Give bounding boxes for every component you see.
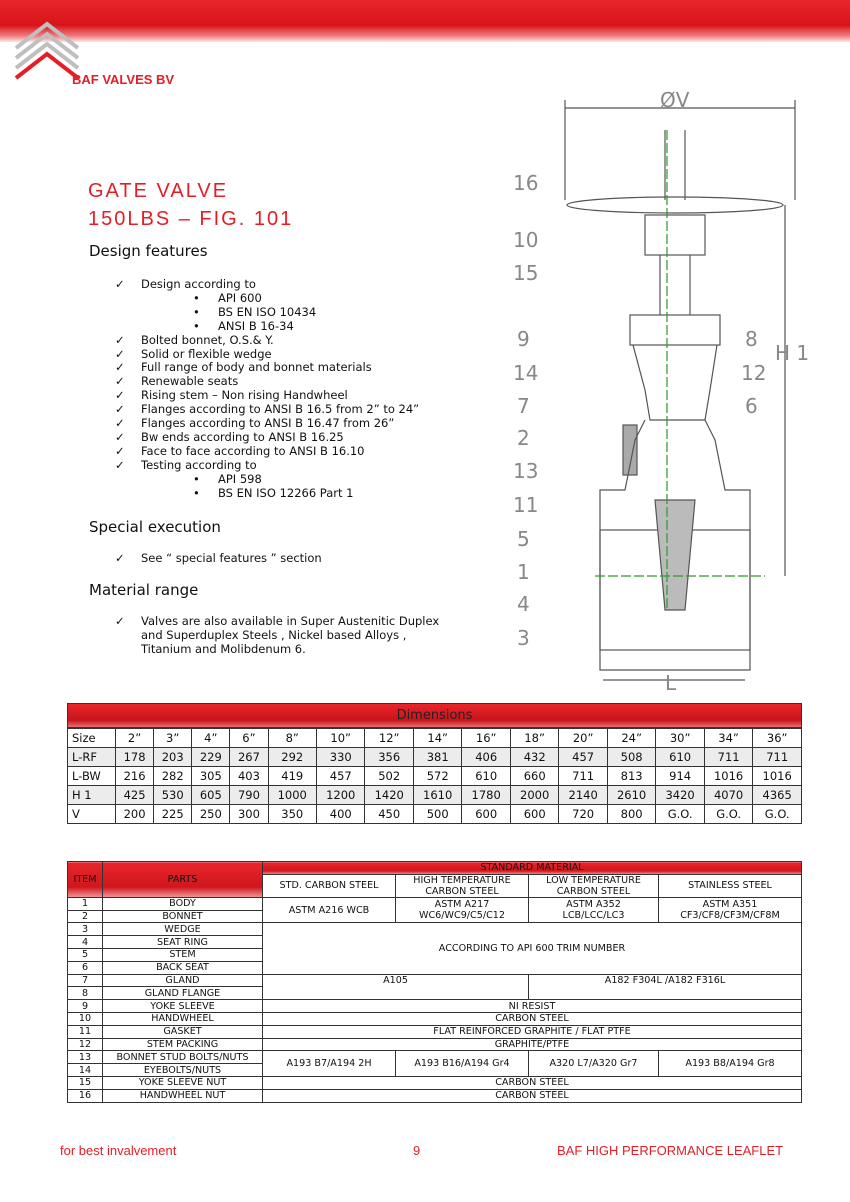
table-cell: 300 — [230, 805, 268, 824]
table-cell: 1016 — [704, 767, 752, 786]
table-cell: 178 — [116, 748, 154, 767]
part-name: WEDGE — [103, 923, 263, 936]
table-cell: 1610 — [413, 786, 461, 805]
table-cell: 34” — [704, 729, 752, 748]
table-cell: 36” — [753, 729, 802, 748]
table-cell: 2” — [116, 729, 154, 748]
callout-label: 16 — [513, 171, 539, 195]
callout-label: 15 — [513, 261, 539, 285]
callout-label: 7 — [517, 394, 530, 418]
table-cell: 600 — [510, 805, 558, 824]
table-cell: 457 — [559, 748, 607, 767]
table-cell: 200 — [116, 805, 154, 824]
material-cell: CARBON STEEL — [263, 1089, 802, 1102]
part-name: STEM — [103, 948, 263, 961]
table-row — [68, 767, 802, 786]
table-cell: 660 — [510, 767, 558, 786]
footer-tagline: for best invalvement — [60, 1143, 177, 1158]
part-name: GASKET — [103, 1025, 263, 1038]
part-name: EYEBOLTS/NUTS — [103, 1064, 263, 1077]
list-item: ✓ Bolted bonnet, O.S.& Y. — [115, 332, 274, 347]
page-subtitle: 150LBS – FIG. 101 — [88, 208, 294, 230]
table-cell: 267 — [230, 748, 268, 767]
item-number: 8 — [68, 987, 103, 1000]
table-cell: 8” — [268, 729, 316, 748]
table-cell: 282 — [154, 767, 192, 786]
table-cell: 203 — [154, 748, 192, 767]
table-cell: 10” — [316, 729, 364, 748]
materials-table — [67, 861, 802, 1103]
table-cell: 457 — [316, 767, 364, 786]
row-label: H 1 — [68, 786, 116, 805]
table-cell: 30” — [656, 729, 704, 748]
material-cell: FLAT REINFORCED GRAPHITE / FLAT PTFE — [263, 1025, 802, 1038]
col-header: STANDARD MATERIAL — [263, 862, 802, 875]
dimensions-table — [67, 728, 802, 824]
table-cell: 432 — [510, 748, 558, 767]
list-item: ✓ Solid or flexible wedge — [115, 346, 272, 361]
table-cell: 406 — [462, 748, 510, 767]
table-cell: 500 — [413, 805, 461, 824]
table-cell: 4365 — [753, 786, 802, 805]
table-row — [68, 805, 802, 824]
part-name: STEM PACKING — [103, 1038, 263, 1051]
table-cell: 381 — [413, 748, 461, 767]
material-cell: CARBON STEEL — [263, 1012, 802, 1025]
table-cell: 216 — [116, 767, 154, 786]
table-cell: 914 — [656, 767, 704, 786]
table-cell: 1000 — [268, 786, 316, 805]
table-cell: 600 — [462, 805, 510, 824]
table-row — [68, 748, 802, 767]
table-cell: 250 — [192, 805, 230, 824]
material-cell: ASTM A352 LCB/LCC/LC3 — [529, 897, 659, 923]
list-item: and Superduplex Steels , Nickel based Alloys , — [141, 627, 407, 642]
table-cell: 4” — [192, 729, 230, 748]
table-cell: G.O. — [656, 805, 704, 824]
material-cell: A182 F304L /A182 F316L — [529, 974, 802, 1000]
dim-label-l: L — [665, 671, 677, 690]
callout-label: 6 — [745, 394, 758, 418]
item-number: 11 — [68, 1025, 103, 1038]
row-label: Size — [68, 729, 116, 748]
table-cell: G.O. — [704, 805, 752, 824]
table-cell: 711 — [559, 767, 607, 786]
part-name: GLAND — [103, 974, 263, 987]
table-cell: 2000 — [510, 786, 558, 805]
table-cell: 6” — [230, 729, 268, 748]
material-cell: A193 B16/A194 Gr4 — [396, 1051, 529, 1077]
sub-list-item: • BS EN ISO 10434 — [115, 306, 419, 320]
item-number: 7 — [68, 974, 103, 987]
part-name: GLAND FLANGE — [103, 987, 263, 1000]
material-cell: ASTM A351 CF3/CF8/CF3M/CF8M — [659, 897, 802, 923]
material-cell: ASTM A217 WC6/WC9/C5/C12 — [396, 897, 529, 923]
table-cell: 1420 — [365, 786, 413, 805]
item-number: 10 — [68, 1012, 103, 1025]
table-cell: 2610 — [607, 786, 655, 805]
row-label: L-BW — [68, 767, 116, 786]
material-cell: A105 — [263, 974, 529, 1000]
callout-label: 12 — [741, 361, 767, 385]
table-cell: 350 — [268, 805, 316, 824]
col-header: STD. CARBON STEEL — [263, 874, 396, 897]
part-name: YOKE SLEEVE — [103, 1000, 263, 1013]
brand-name: BAF VALVES BV — [72, 72, 175, 87]
table-cell: 610 — [462, 767, 510, 786]
list-item: ✓ Flanges according to ANSI B 16.47 from 26” — [115, 416, 395, 431]
part-name: HANDWHEEL NUT — [103, 1089, 263, 1102]
table-cell: 18” — [510, 729, 558, 748]
table-cell: 292 — [268, 748, 316, 767]
material-cell: A193 B8/A194 Gr8 — [659, 1051, 802, 1077]
table-cell: 403 — [230, 767, 268, 786]
table-cell: 229 — [192, 748, 230, 767]
table-cell: 20” — [559, 729, 607, 748]
callout-label: 14 — [513, 361, 539, 385]
table-row — [68, 786, 802, 805]
material-cell: ACCORDING TO API 600 TRIM NUMBER — [263, 923, 802, 974]
item-number: 15 — [68, 1076, 103, 1089]
callout-label: 4 — [517, 592, 530, 616]
table-cell: 813 — [607, 767, 655, 786]
part-name: BONNET — [103, 910, 263, 923]
list-item: ✓ Face to face according to ANSI B 16.10 — [115, 443, 365, 458]
table-cell: 12” — [365, 729, 413, 748]
item-number: 1 — [68, 897, 103, 910]
page-number: 9 — [413, 1143, 421, 1158]
table-cell: 605 — [192, 786, 230, 805]
item-number: 5 — [68, 948, 103, 961]
callout-label: 1 — [517, 560, 530, 584]
part-name: SEAT RING — [103, 936, 263, 949]
table-cell: 610 — [656, 748, 704, 767]
material-cell: A193 B7/A194 2H — [263, 1051, 396, 1077]
table-cell: 419 — [268, 767, 316, 786]
table-cell: 3420 — [656, 786, 704, 805]
item-number: 4 — [68, 936, 103, 949]
footer-title: BAF HIGH PERFORMANCE LEAFLET — [557, 1143, 784, 1158]
item-number: 2 — [68, 910, 103, 923]
sub-list-item: • ANSI B 16-34 — [115, 320, 419, 334]
table-cell: 530 — [154, 786, 192, 805]
table-cell: 508 — [607, 748, 655, 767]
table-cell: 790 — [230, 786, 268, 805]
list-item: ✓ Bw ends according to ANSI B 16.25 — [115, 429, 344, 444]
callout-label: 2 — [517, 426, 530, 450]
table-cell: 502 — [365, 767, 413, 786]
callout-label: 13 — [513, 459, 539, 483]
table-cell: 4070 — [704, 786, 752, 805]
table-cell: 2140 — [559, 786, 607, 805]
item-number: 16 — [68, 1089, 103, 1102]
table-cell: 800 — [607, 805, 655, 824]
sub-list-item: • API 598 — [115, 473, 419, 487]
material-cell: GRAPHITE/PTFE — [263, 1038, 802, 1051]
table-cell: 1016 — [753, 767, 802, 786]
table-cell: 720 — [559, 805, 607, 824]
item-number: 13 — [68, 1051, 103, 1064]
list-item: ✓ Full range of body and bonnet materials — [115, 360, 372, 375]
dim-label-v: ØV — [660, 90, 690, 112]
callout-label: 8 — [745, 327, 758, 351]
dimensions-title: Dimensions — [67, 703, 802, 728]
callout-label: 11 — [513, 493, 539, 517]
col-header: STAINLESS STEEL — [659, 874, 802, 897]
material-cell: ASTM A216 WCB — [263, 897, 396, 923]
part-name: BACK SEAT — [103, 961, 263, 974]
list-item: ✓ Design according to — [115, 277, 256, 291]
list-item: Titanium and Molibdenum 6. — [141, 641, 306, 656]
table-row — [68, 729, 802, 748]
material-range-list — [115, 615, 439, 657]
col-header: ITEM — [68, 862, 103, 898]
part-name: YOKE SLEEVE NUT — [103, 1076, 263, 1089]
material-cell: CARBON STEEL — [263, 1076, 802, 1089]
callout-label: 3 — [517, 626, 530, 650]
item-number: 6 — [68, 961, 103, 974]
callout-label: 5 — [517, 527, 530, 551]
special-execution-list — [115, 552, 322, 566]
list-item: ✓ Renewable seats — [115, 374, 239, 389]
table-cell: 356 — [365, 748, 413, 767]
table-cell: 3” — [154, 729, 192, 748]
col-header: LOW TEMPERATURE CARBON STEEL — [529, 874, 659, 897]
sub-list-item: • API 600 — [115, 292, 419, 306]
material-cell: A320 L7/A320 Gr7 — [529, 1051, 659, 1077]
callout-label: 9 — [517, 327, 530, 351]
table-cell: 305 — [192, 767, 230, 786]
table-cell: 24” — [607, 729, 655, 748]
special-execution-heading: Special execution — [89, 518, 221, 536]
part-name: BONNET STUD BOLTS/NUTS — [103, 1051, 263, 1064]
table-cell: 711 — [704, 748, 752, 767]
part-name: BODY — [103, 897, 263, 910]
header-banner — [0, 0, 850, 42]
item-number: 9 — [68, 1000, 103, 1013]
table-cell: 1200 — [316, 786, 364, 805]
table-cell: 225 — [154, 805, 192, 824]
item-number: 3 — [68, 923, 103, 936]
part-name: HANDWHEEL — [103, 1012, 263, 1025]
row-label: L-RF — [68, 748, 116, 767]
table-cell: 16” — [462, 729, 510, 748]
table-cell: 330 — [316, 748, 364, 767]
dim-label-h1: H 1 — [775, 341, 810, 365]
row-label: V — [68, 805, 116, 824]
table-cell: 400 — [316, 805, 364, 824]
design-features-heading: Design features — [89, 242, 208, 260]
callout-label: 10 — [513, 228, 539, 252]
list-item: ✓ Valves are also available in Super Austenitic Duplex — [115, 614, 440, 628]
gate-valve-drawing — [505, 90, 845, 690]
sub-list-item: • BS EN ISO 12266 Part 1 — [115, 487, 419, 501]
list-item: ✓ Testing according to — [115, 457, 257, 472]
col-header: PARTS — [103, 862, 263, 898]
item-number: 12 — [68, 1038, 103, 1051]
list-item: ✓ See “ special features ” section — [115, 551, 322, 565]
table-cell: 450 — [365, 805, 413, 824]
table-cell: G.O. — [753, 805, 802, 824]
table-cell: 572 — [413, 767, 461, 786]
table-cell: 14” — [413, 729, 461, 748]
item-number: 14 — [68, 1064, 103, 1077]
page-title: GATE VALVE — [88, 180, 229, 202]
material-cell: NI RESIST — [263, 1000, 802, 1013]
list-item: ✓ Flanges according to ANSI B 16.5 from 2” to 24” — [115, 402, 420, 417]
table-cell: 1780 — [462, 786, 510, 805]
table-cell: 711 — [753, 748, 802, 767]
list-item: ✓ Rising stem – Non rising Handwheel — [115, 388, 348, 403]
table-cell: 425 — [116, 786, 154, 805]
col-header: HIGH TEMPERATURE CARBON STEEL — [396, 874, 529, 897]
design-features-list — [115, 278, 419, 501]
material-range-heading: Material range — [89, 581, 199, 599]
